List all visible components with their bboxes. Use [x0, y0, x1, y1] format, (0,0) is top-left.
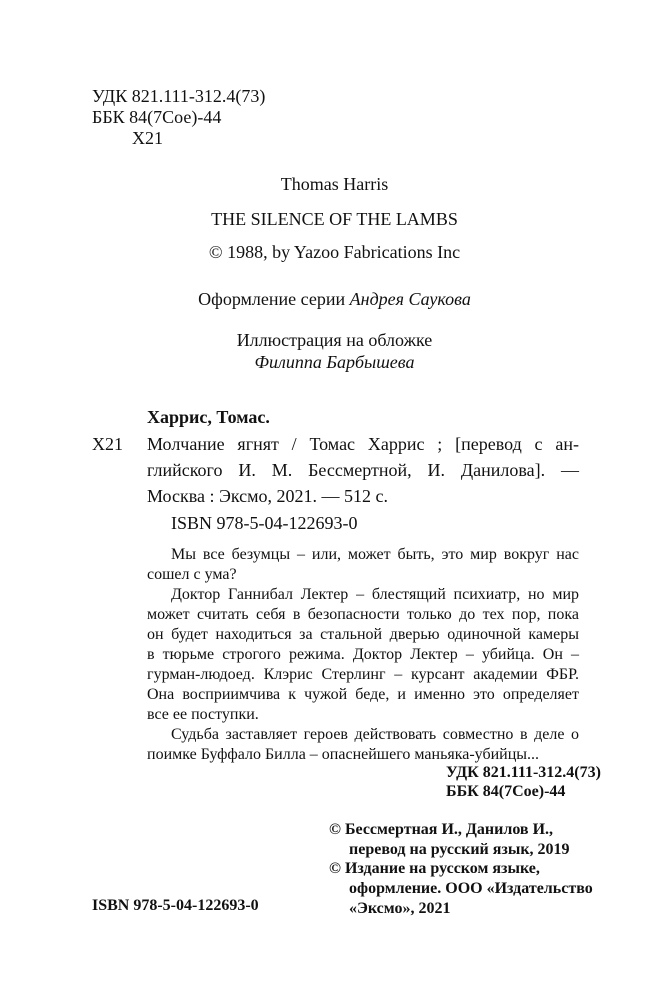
annotation-line: гурман-людоед. Клэрис Стерлинг – курсант академии ФБР. [147, 666, 579, 683]
bbk-code: ББК 84(7Сое)-44 [92, 107, 222, 127]
annotation-line: сошел с ума? [147, 566, 237, 583]
original-copyright: © 1988, by Yazoo Fabrications Inc [208, 242, 461, 262]
bib-line-2: глийского И. М. Бессмертной, И. Данилова]. — [147, 460, 579, 480]
bib-heading: Харрис, Томас. [147, 407, 270, 427]
annotation-line: Доктор Ганнибал Лектер – блестящий психиатр, но мир [171, 586, 579, 603]
annotation-line: он будет находиться за стальной дверью одиночной камеры [147, 626, 579, 643]
bib-isbn: ISBN 978-5-04-122693-0 [171, 513, 358, 533]
copyright-line: оформление. ООО «Издательство [349, 880, 593, 897]
copyright-edition [329, 859, 593, 919]
cover-illustrator-name: Филиппа Барбышева [254, 352, 415, 372]
bib-line-1: Молчание ягнят / Томас Харрис ; [перевод с ан- [147, 434, 579, 454]
annotation [147, 545, 579, 765]
bib-line-3: Москва : Эксмо, 2021. — 512 с. [147, 486, 389, 506]
series-designer-name: Андрея Саукова [349, 289, 471, 309]
footer-bbk: ББК 84(7Сое)-44 [446, 783, 566, 800]
annotation-line: может считать себя в безопасности только до тех пор, пока [147, 606, 579, 623]
author-mark: Х21 [132, 128, 163, 148]
bib-author-mark: Х21 [92, 434, 123, 454]
series-design-label: Оформление серии [198, 289, 350, 309]
copyright-line: «Эксмо», 2021 [349, 900, 451, 917]
copyright-line: перевод на русский язык, 2019 [349, 841, 570, 858]
cover-illustration-label: Иллюстрация на обложке [236, 330, 433, 350]
copyright-line: © Издание на русском языке, [329, 860, 540, 877]
annotation-line: в тюрьме строгого режима. Доктор Лектер – убийца. Он – [147, 646, 579, 663]
annotation-line: поимке Буффало Билла – опаснейшего маньяка-убийцы... [147, 746, 540, 763]
annotation-line: Мы все безумцы – или, может быть, это мир вокруг нас [171, 546, 579, 563]
original-author: Thomas Harris [280, 174, 389, 194]
udk-code: УДК 821.111-312.4(73) [92, 86, 266, 106]
copyright-translation [329, 820, 570, 860]
annotation-line: все ее поступки. [147, 706, 259, 723]
footer-isbn: ISBN 978-5-04-122693-0 [92, 897, 259, 914]
copyright-line: © Бессмертная И., Данилов И., [329, 821, 554, 838]
series-design [0, 289, 669, 310]
footer-udk: УДК 821.111-312.4(73) [446, 764, 601, 781]
annotation-line: Она восприимчива к чужой беде, и именно это определяет [147, 686, 579, 703]
original-title: THE SILENCE OF THE LAMBS [211, 209, 458, 229]
annotation-line: Судьба заставляет героев действовать совместно в деле о [171, 726, 579, 743]
